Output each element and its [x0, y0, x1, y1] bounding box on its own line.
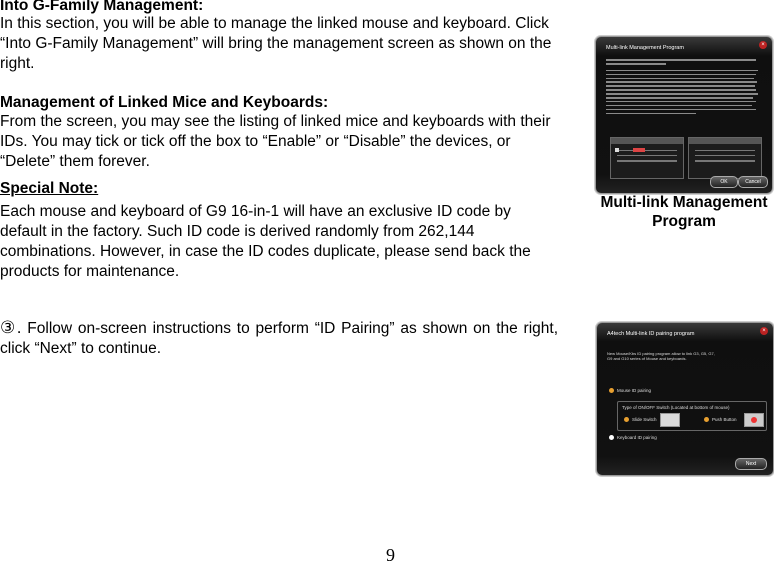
page-number: 9 [386, 545, 395, 565]
description-text-lines [606, 57, 761, 116]
push-option-label: Push Button [712, 417, 737, 422]
close-icon: × [760, 327, 768, 335]
mouse-radio-icon [609, 388, 614, 393]
step-3-text: Follow on-screen instructions to perform “ID Pairing” as shown on the right, click “Next” to continue. [0, 320, 559, 357]
window-title: A4tech Multi-link ID pairing program [607, 331, 695, 337]
switch-group-label: Type of ON/OFF Switch (Located at bottom of mouse) [622, 405, 730, 410]
close-icon: × [759, 41, 767, 49]
slide-radio-icon [624, 417, 629, 422]
ok-button: OK [710, 176, 738, 188]
switch-type-group [617, 401, 767, 431]
next-button: Next [735, 458, 767, 470]
special-note-heading: Special Note: [0, 180, 99, 197]
screenshot-caption: Multi-link Management Program [600, 194, 768, 230]
push-radio-icon [704, 417, 709, 422]
multilink-management-screenshot [595, 36, 773, 194]
cancel-button: Cancel [738, 176, 768, 188]
slide-option-label: Slide Switch [632, 417, 657, 422]
mouse-list-table [610, 137, 684, 179]
section-heading-g-family: Into G-Family Management: [0, 0, 204, 14]
step-3-instruction [0, 318, 558, 359]
step-number: ③. [0, 318, 22, 337]
management-paragraph: From the screen, you may see the listing of linked mice and keyboards with their IDs. You may tick or tick off the box to “Enable” or “Disable” the devices, or “Delete” them forever. [0, 113, 551, 170]
push-button-icon [744, 413, 764, 427]
section-heading-linked-devices: Management of Linked Mice and Keyboards: [0, 94, 329, 111]
intro-paragraph: In this section, you will be able to manage the linked mouse and keyboard. Click “Into G-Family Management” will bring the management screen as shown on the right. [0, 15, 552, 72]
id-pairing-screenshot [596, 322, 774, 476]
keyboard-list-table [688, 137, 762, 179]
window-title: Multi-link Management Program [606, 45, 684, 51]
keyboard-radio-icon [609, 435, 614, 440]
special-note-paragraph: Each mouse and keyboard of G9 16-in-1 will have an exclusive ID code by default in the factory. Such ID code is derived randomly from 262,144 combinations. However, in case the ID codes duplicate, please send back the products for maintenance. [0, 203, 531, 280]
keyboard-option-label: Keyboard ID pairing [617, 435, 657, 440]
mouse-option-label: Mouse ID pairing [617, 388, 652, 393]
slide-switch-icon [660, 413, 680, 427]
pairing-intro-text: New Mouse/Kbs ID pairing program allow to link G3, G5, G7, G9 and G10 series of Mouse and keyboards. [607, 351, 715, 361]
